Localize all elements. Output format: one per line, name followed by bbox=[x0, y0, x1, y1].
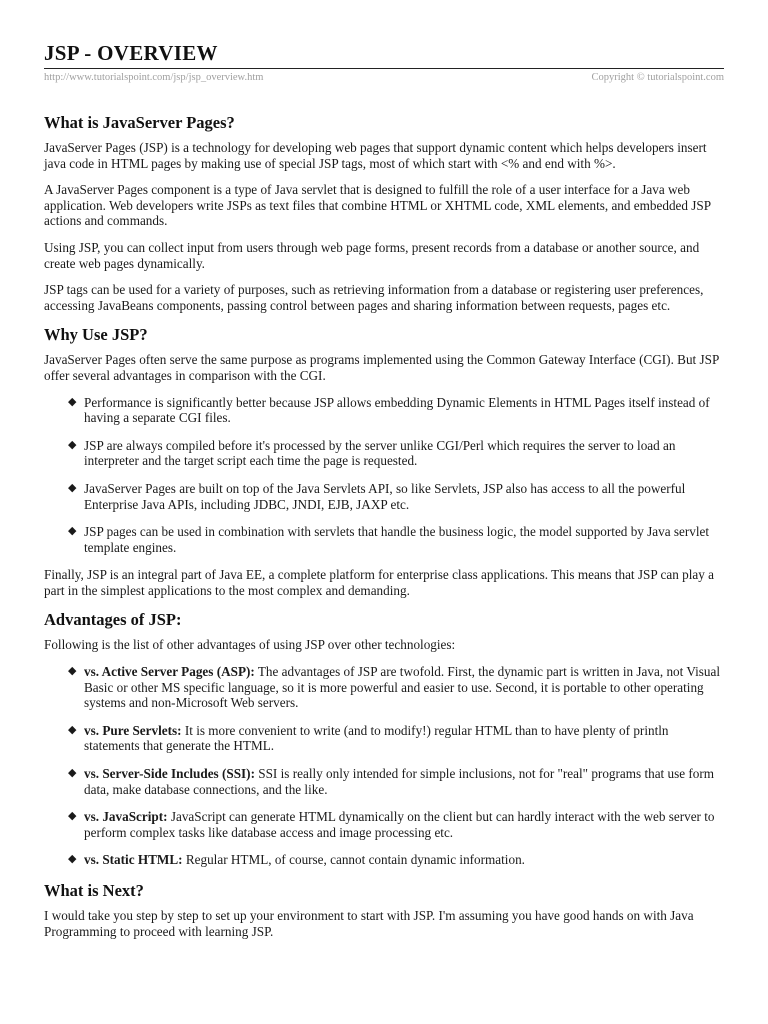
paragraph: Following is the list of other advantages of using JSP over other technologies: bbox=[44, 637, 456, 653]
paragraph: JavaServer Pages (JSP) is a technology for developing web pages that support dynamic content which helps developers insert java code in HTML pages by making use of special JSP tags, most of which start with <% and end with %>. bbox=[44, 140, 707, 171]
heading-whats-next: What is Next? bbox=[44, 881, 144, 900]
list-item: ◆ vs. Server-Side Includes (SSI): SSI is really only intended for simple inclusions, not for "real" programs that use form data, make database connections, and the like. bbox=[68, 766, 715, 797]
copyright-notice: Copyright © tutorialspoint.com bbox=[591, 72, 724, 83]
bullet-icon: ◆ bbox=[68, 853, 77, 866]
advantage-term: vs. Pure Servlets: bbox=[84, 722, 182, 738]
list-item: ◆ vs. Pure Servlets: It is more convenient to write (and to modify!) regular HTML than to have plenty of println statements that generate the HTML. bbox=[68, 722, 669, 754]
paragraph: A JavaServer Pages component is a type of Java servlet that is designed to fulfill the role of a user interface for a Java web application. Web developers write JSPs as text files that combine HTML or XHTML code, XML elements, and embedded JSP actions and commands. bbox=[44, 182, 711, 229]
paragraph: I would take you step by step to set up your environment to start with JSP. I'm assuming you have good hands on with Java Programming to proceed with learning JSP. bbox=[44, 908, 694, 939]
advantages-list bbox=[44, 664, 724, 868]
paragraph: Finally, JSP is an integral part of Java EE, a complete platform for enterprise class applications. This means that JSP can play a part in the simplest applications to the most complex and demanding. bbox=[44, 567, 714, 598]
advantage-term: vs. Server-Side Includes (SSI): bbox=[84, 766, 255, 782]
paragraph: Using JSP, you can collect input from users through web page forms, present records from a database or another source, and create web pages dynamically. bbox=[44, 239, 700, 271]
bullet-icon: ◆ bbox=[68, 810, 77, 823]
document-content bbox=[44, 112, 724, 950]
bullet-icon: ◆ bbox=[68, 665, 77, 678]
bullet-icon: ◆ bbox=[68, 481, 77, 494]
paragraph: JavaServer Pages often serve the same purpose as programs implemented using the Common Gateway Interface (CGI). But JSP offer several advantages in comparison with the CGI. bbox=[44, 352, 719, 383]
list-item: ◆ vs. JavaScript: JavaScript can generate HTML dynamically on the client but can hardly interact with the web server to perform complex tasks like database access and image processing etc. bbox=[68, 809, 715, 840]
source-url: http://www.tutorialspoint.com/jsp/jsp_overview.htm bbox=[44, 72, 264, 83]
advantage-term: vs. Active Server Pages (ASP): bbox=[84, 664, 255, 680]
list-item: ◆ vs. Static HTML: Regular HTML, of course, cannot contain dynamic information. bbox=[68, 852, 525, 868]
heading-what-is: What is JavaServer Pages? bbox=[44, 113, 235, 132]
heading-advantages: Advantages of JSP: bbox=[44, 610, 182, 630]
advantage-term: vs. Static HTML: bbox=[84, 852, 183, 868]
list-item: ◆ JSP are always compiled before it's processed by the server unlike CGI/Perl which requires the server to load an interpreter and the target script each time the page is requested. bbox=[68, 437, 676, 469]
bullet-icon: ◆ bbox=[68, 525, 77, 538]
list-item: ◆ JSP pages can be used in combination with servlets that handle the business logic, the model supported by Java servlet template engines. bbox=[68, 524, 710, 555]
header-rule bbox=[44, 68, 724, 69]
paragraph: JSP tags can be used for a variety of purposes, such as retrieving information from a database or registering user preferences, accessing JavaBeans components, passing control between pages and sharing information between requests, pages etc. bbox=[44, 282, 704, 313]
heading-why-use: Why Use JSP? bbox=[44, 325, 148, 345]
why-use-list bbox=[44, 395, 724, 556]
bullet-icon: ◆ bbox=[68, 438, 77, 451]
list-item: ◆ JavaServer Pages are built on top of the Java Servlets API, so like Servlets, JSP also has access to all the powerful Enterprise Java APIs, including JDBC, JNDI, EJB, JAXP etc. bbox=[68, 480, 686, 512]
bullet-icon: ◆ bbox=[68, 395, 77, 408]
list-item: ◆ Performance is significantly better because JSP allows embedding Dynamic Elements in HTML Pages itself instead of having a separate CGI files. bbox=[68, 394, 710, 426]
advantage-term: vs. JavaScript: bbox=[84, 809, 168, 825]
bullet-icon: ◆ bbox=[68, 723, 77, 736]
page-title: JSP - OVERVIEW bbox=[44, 41, 218, 65]
list-item: ◆ vs. Active Server Pages (ASP): The advantages of JSP are twofold. First, the dynamic part is written in Java, not Visual Basic or other MS specific language, so it is more powerful and easier to use. Second, it is portable to other operating systems and non-Microsoft Web servers. bbox=[68, 664, 720, 711]
bullet-icon: ◆ bbox=[68, 767, 77, 780]
